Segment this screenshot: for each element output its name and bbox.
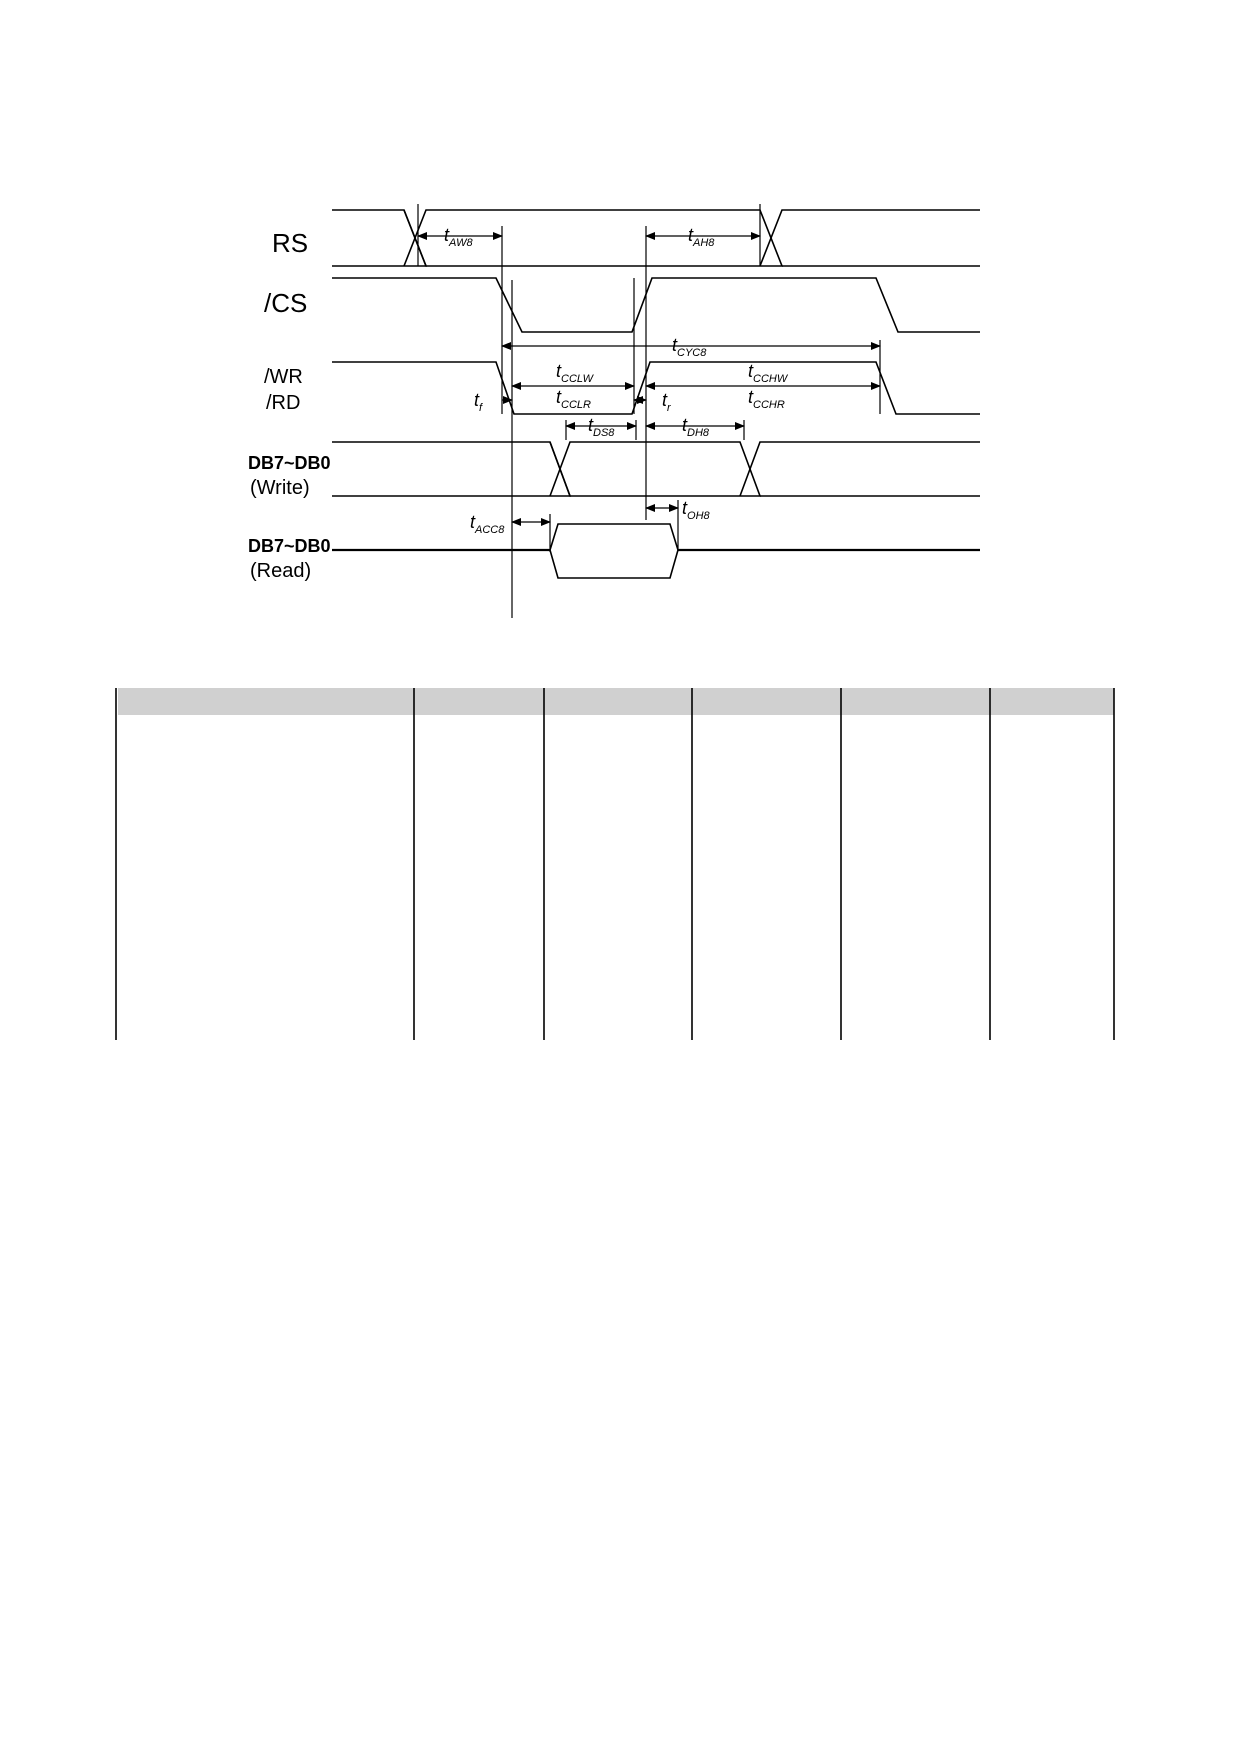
db-write-label-1: DB7~DB0 xyxy=(248,453,331,473)
param-tcchr: $t_{CCHR}$ xyxy=(748,387,785,411)
timing-arrows xyxy=(418,236,880,522)
db-write-waveform xyxy=(332,442,980,496)
param-taw8: $t_{AW8}$ xyxy=(444,225,473,249)
db-read-label-2: (Read) xyxy=(250,560,312,582)
db-write-label-2: (Write) xyxy=(250,477,310,499)
param-tcyc8: $t_{CYC8}$ xyxy=(672,335,707,359)
param-tcclr: $t_{CCLR}$ xyxy=(556,387,591,411)
cs-label: /CS xyxy=(264,288,308,318)
param-tacc8: $t_{ACC8}$ xyxy=(470,512,505,536)
param-tds8: $t_{DS8}$ xyxy=(588,415,615,439)
param-tcchw: $t_{CCHW}$ xyxy=(748,361,788,385)
param-tdh8: $t_{DH8}$ xyxy=(682,415,710,439)
rs-waveform xyxy=(332,210,980,266)
rd-label: /RD xyxy=(266,392,301,414)
param-toh8: $t_{OH8}$ xyxy=(682,498,710,522)
db-read-label-1: DB7~DB0 xyxy=(248,536,331,556)
param-tr: $t_r$ xyxy=(662,390,671,414)
wr-rd-waveform xyxy=(332,362,980,414)
cs-waveform xyxy=(332,278,980,332)
param-tcclw: $t_{CCLW}$ xyxy=(556,361,593,385)
wr-label: /WR xyxy=(264,366,303,388)
db-read-waveform xyxy=(332,524,980,578)
table-header-row xyxy=(118,688,1114,715)
param-tf: $t_f$ xyxy=(474,390,483,414)
param-tah8: $t_{AH8}$ xyxy=(688,225,715,249)
parameter-table xyxy=(116,688,1114,1040)
rs-label: RS xyxy=(272,228,309,258)
